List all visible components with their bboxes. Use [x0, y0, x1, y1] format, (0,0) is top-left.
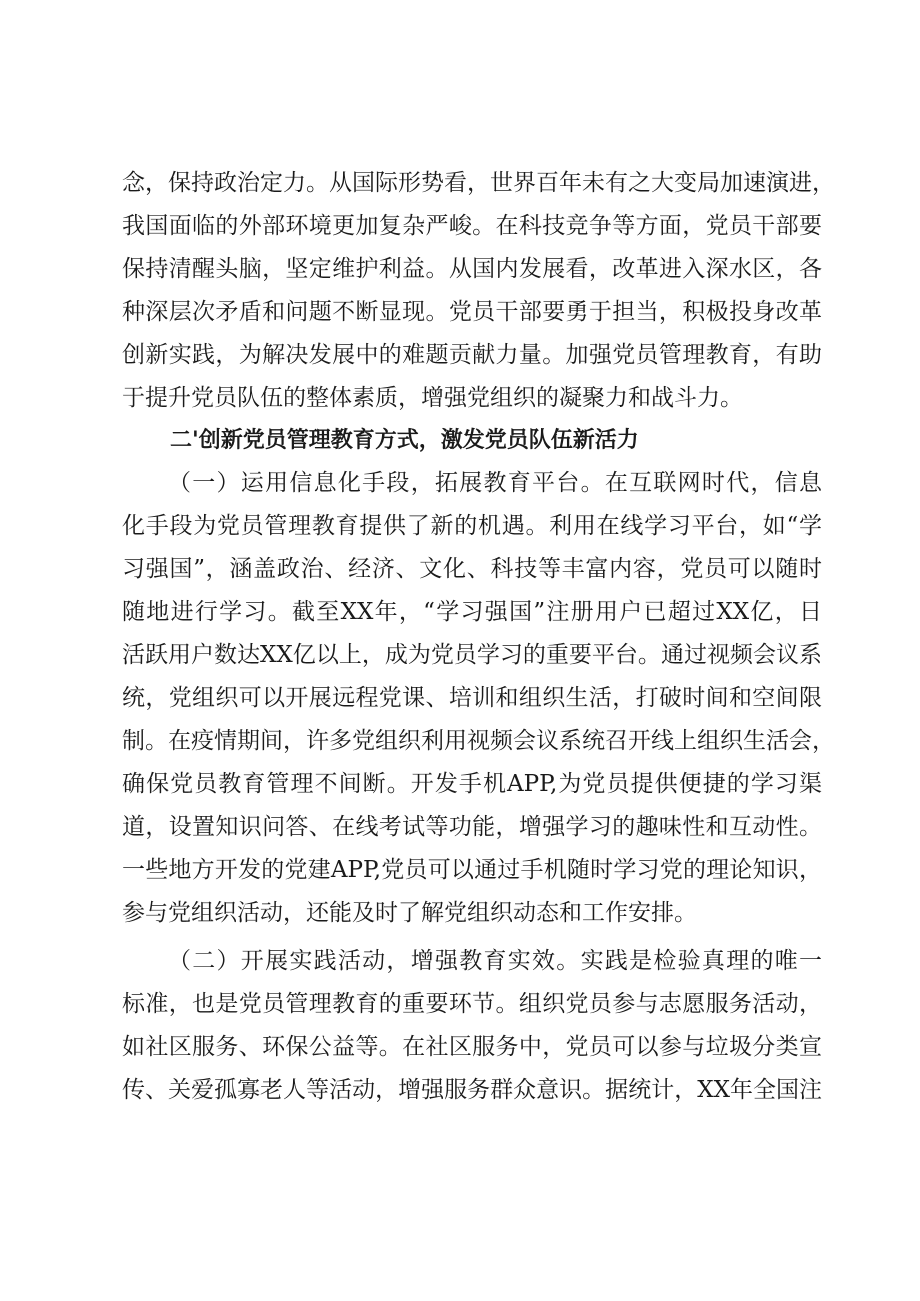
text-line: 随地进行学习。截至XX年，“学习强国”注册用户已超过XX亿，日 — [122, 599, 822, 625]
text-line: （二）开展实践活动，增强教育实效。实践是检验真理的唯一 — [168, 948, 822, 974]
text-line: 创新实践，为解决发展中的难题贡献力量。加强党员管理教育，有助 — [122, 342, 822, 368]
text-line: 种深层次矛盾和问题不断显现。党员干部要勇于担当，积极投身改革 — [122, 299, 822, 325]
text-line: 我国面临的外部环境更加复杂严峻。在科技竞争等方面，党员干部要 — [122, 213, 822, 239]
text-line: 一些地方开发的党建APP,党员可以通过手机随时学习党的理论知识， — [122, 857, 822, 883]
text-line: 如社区服务、环保公益等。在社区服务中，党员可以参与垃圾分类宣 — [122, 1034, 822, 1060]
text-line: 念，保持政治定力。从国际形势看，世界百年未有之大变局加速演进， — [122, 170, 835, 196]
text-line: （一）运用信息化手段，拓展教育平台。在互联网时代，信息 — [168, 470, 822, 496]
text-line: 确保党员教育管理不间断。开发手机APP,为党员提供便捷的学习渠 — [122, 771, 822, 797]
text-line: 保持清醒头脑，坚定维护利益。从国内发展看，改革进入深水区，各 — [122, 256, 822, 282]
text-line: 传、关爱孤寡老人等活动，增强服务群众意识。据统计，XX年全国注 — [122, 1077, 822, 1103]
section-heading: 二'创新党员管理教育方式，激发党员队伍新活力 — [170, 428, 639, 453]
text-line: 统，党组织可以开展远程党课、培训和组织生活，打破时间和空间限 — [122, 685, 822, 711]
text-line: 习强国”，涵盖政治、经济、文化、科技等丰富内容，党员可以随时 — [122, 556, 822, 582]
text-line: 化手段为党员管理教育提供了新的机遇。利用在线学习平台，如“学 — [122, 513, 822, 539]
text-line: 参与党组织活动，还能及时了解党组织动态和工作安排。 — [122, 900, 697, 926]
text-line: 制。在疫情期间，许多党组织利用视频会议系统召开线上组织生活会， — [122, 728, 835, 754]
document-body — [122, 162, 835, 1112]
text-line: 于提升党员队伍的整体素质，增强党组织的凝聚力和战斗力。 — [122, 385, 743, 411]
text-line: 活跃用户数达XX亿以上，成为党员学习的重要平台。通过视频会议系 — [122, 642, 822, 668]
text-line: 标准，也是党员管理教育的重要环节。组织党员参与志愿服务活动， — [122, 991, 822, 1017]
text-line: 道，设置知识问答、在线考试等功能，增强学习的趣味性和互动性。 — [122, 814, 822, 840]
